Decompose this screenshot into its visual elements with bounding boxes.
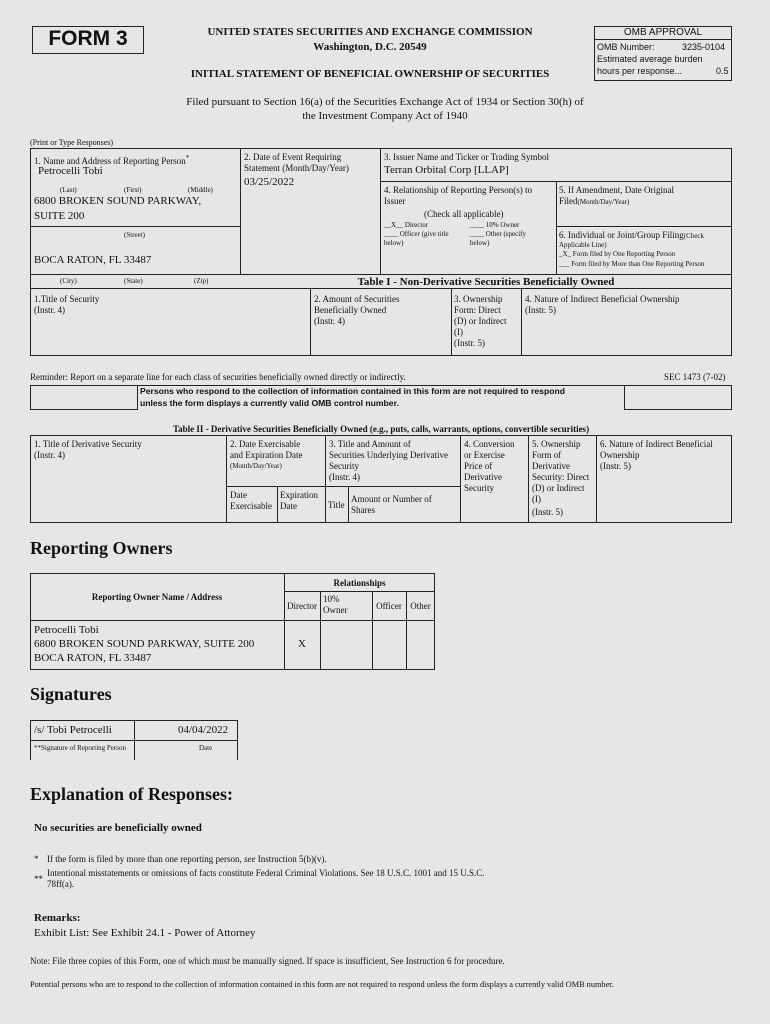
t1-col4-line1: 4. Nature of Indirect Beneficial Ownership <box>525 294 680 304</box>
omb-title: OMB APPROVAL <box>623 27 703 38</box>
other-header: Other <box>410 601 431 611</box>
t2-c2-line2: and Expiration Date <box>230 450 303 460</box>
signature-date: 04/04/2022 <box>178 724 229 736</box>
remarks-text: Exhibit List: See Exhibit 24.1 - Power of Attorney <box>34 927 256 939</box>
t2-c6-line3: (Instr. 5) <box>600 461 631 471</box>
owner-row-line2: 6800 BROKEN SOUND PARKWAY, SUITE 200 <box>34 638 255 650</box>
other-below: below) <box>470 239 490 247</box>
more-persons-option: ___ Form filed by More than One Reporting Person <box>559 260 705 268</box>
t2-c5-line6: (I) <box>532 494 541 504</box>
print-note: (Print or Type Responses) <box>30 138 114 147</box>
t1-col4-line2: (Instr. 5) <box>525 305 556 315</box>
owner-row-director-mark: X <box>298 638 306 650</box>
t2-c3-line3: Security <box>329 461 359 471</box>
t2-c6-line1: 6. Nature of Indirect Beneficial <box>600 439 713 449</box>
t2-c5-line5: (D) or Indirect <box>532 483 585 493</box>
t2-c2-line3: (Month/Day/Year) <box>230 462 282 470</box>
box5-label-line2: Filed(Month/Day/Year) <box>559 196 630 206</box>
star-note2-line2: 78ff(a). <box>47 879 75 889</box>
omb-burden-value: 0.5 <box>716 66 729 76</box>
reporting-person-name: Petrocelli Tobi <box>38 165 103 177</box>
t1-col1-line1: 1.Title of Security <box>34 294 100 304</box>
star-note2-line1: Intentional misstatements or omissions of facts constitute Federal Criminal Violations. See 18 U.S.C. 1001 and 15 U.S.C. <box>47 868 485 878</box>
officer-checkbox: ____ Officer (give title <box>384 230 449 238</box>
filed-pursuant-line1: Filed pursuant to Section 16(a) of the Securities Exchange Act of 1934 or Section 30(h) of <box>186 96 584 108</box>
box4-label-line2: Issuer <box>384 196 406 206</box>
agency-line1: UNITED STATES SECURITIES AND EXCHANGE COMMISSION <box>207 26 533 38</box>
box4-label-line1: 4. Relationship of Reporting Person(s) to <box>384 185 532 195</box>
t2-c5-line7: (Instr. 5) <box>532 507 563 517</box>
t1-col2-line3: (Instr. 4) <box>314 316 345 326</box>
t1-col3-line3: (D) or Indirect <box>454 316 507 326</box>
t2-c2-sub2-line2: Date <box>280 501 297 511</box>
filed-pursuant-line2: the Investment Company Act of 1940 <box>302 110 468 122</box>
t2-c5-line1: 5. Ownership <box>532 439 581 449</box>
officer-header: Officer <box>376 601 402 611</box>
t2-c3-line4: (Instr. 4) <box>329 472 360 482</box>
t2-c3-line2: Securities Underlying Derivative <box>329 450 448 460</box>
t2-c3-sub1: Title <box>328 500 345 510</box>
event-date: 03/25/2022 <box>244 176 295 188</box>
t2-c3-sub2-line2: Shares <box>351 505 375 515</box>
explanation-heading: Explanation of Responses: <box>30 784 234 804</box>
reminder-right-box <box>624 385 732 410</box>
street-label: (Street) <box>124 231 145 239</box>
remarks-label: Remarks: <box>34 912 81 924</box>
t2-c5-line2: Form of <box>532 450 562 460</box>
t1-col3-line5: (Instr. 5) <box>454 338 485 348</box>
reminder-left-box <box>30 385 138 410</box>
box3-label: 3. Issuer Name and Ticker or Trading Symbol <box>384 152 549 162</box>
owner-name-header: Reporting Owner Name / Address <box>91 592 223 602</box>
owner-row-line3: BOCA RATON, FL 33487 <box>34 652 152 664</box>
star-note1-mark: * <box>34 854 39 864</box>
persons-respond-line1: Persons who respond to the collection of information contained in this form are not required to respond <box>140 386 565 396</box>
omb-burden-line1: Estimated average burden <box>597 54 703 64</box>
t2-c3-sub2-line1: Amount or Number of <box>351 494 432 504</box>
note-file-copies: Note: File three copies of this Form, one of which must be manually signed. If space is insufficient, See Instruction 6 for procedure. <box>30 956 505 966</box>
t1-col3-line2: Form: Direct <box>454 305 501 315</box>
persons-respond-line2: unless the form displays a currently valid OMB control number. <box>140 398 399 408</box>
t2-c2-sub1-line2: Exercisable <box>230 501 272 511</box>
sec-number: SEC 1473 (7-02) <box>664 372 726 382</box>
date-label: Date <box>199 744 213 752</box>
city-state-zip: BOCA RATON, FL 33487 <box>34 254 152 266</box>
box2-label-line1: 2. Date of Event Requiring <box>244 152 342 162</box>
t1-col2-line2: Beneficially Owned <box>314 305 387 315</box>
t1-col3-line1: 3. Ownership <box>454 294 503 304</box>
one-person-option: _X_ Form filed by One Reporting Person <box>559 250 676 258</box>
owner-header-line2: Owner <box>323 605 348 615</box>
t2-c4-line4: Derivative <box>464 472 502 482</box>
check-all-applicable: (Check all applicable) <box>424 209 504 219</box>
no-securities: No securities are beneficially owned <box>34 822 202 834</box>
t2-c1-line2: (Instr. 4) <box>34 450 65 460</box>
other-checkbox: ____ Other (specify <box>470 230 526 238</box>
t2-c4-line3: Price of <box>464 461 493 471</box>
table2-title: Table II - Derivative Securities Beneficially Owned (e.g., puts, calls, warrants, options, convertible securities) <box>172 424 590 434</box>
state-label: (State) <box>124 277 143 285</box>
director-header: Director <box>287 601 317 611</box>
signatures-heading: Signatures <box>30 684 112 704</box>
t2-c5-line3: Derivative <box>532 461 570 471</box>
last-label: (Last) <box>60 186 77 194</box>
city-label: (City) <box>60 277 77 285</box>
street-line2: SUITE 200 <box>34 210 85 222</box>
relationships-header: Relationships <box>333 578 386 588</box>
director-checkbox: __X__ Director <box>384 221 429 229</box>
table1-title: Table I - Non-Derivative Securities Beneficially Owned <box>357 276 615 288</box>
t2-c2-sub1-line1: Date <box>230 490 247 500</box>
issuer-name: Terran Orbital Corp [LLAP] <box>384 164 509 176</box>
omb-number-value: 3235-0104 <box>682 42 726 52</box>
t2-c4-line2: or Exercise <box>464 450 505 460</box>
first-label: (First) <box>124 186 142 194</box>
box1-label: 1. Name and Address of Reporting Person* <box>34 154 190 166</box>
owner-row-line1: Petrocelli Tobi <box>34 624 99 636</box>
signer-label: **Signature of Reporting Person <box>34 744 126 752</box>
form-title: INITIAL STATEMENT OF BENEFICIAL OWNERSHIP OF SECURITIES <box>190 68 550 80</box>
signer-name: /s/ Tobi Petrocelli <box>34 724 112 736</box>
zip-label: (Zip) <box>194 277 209 285</box>
ten-percent-owner-checkbox: ____ 10% Owner <box>470 221 520 229</box>
form-label: FORM 3 <box>48 27 128 50</box>
t2-c1-line1: 1. Title of Derivative Security <box>34 439 142 449</box>
t1-col1-line2: (Instr. 4) <box>34 305 65 315</box>
star-note2-mark: ** <box>34 874 43 884</box>
potential-persons-note: Potential persons who are to respond to the collection of information contained in this form are not required to respond unless the form displays a currently valid OMB number. <box>30 980 614 989</box>
box2-label-line2: Statement (Month/Day/Year) <box>244 163 349 173</box>
box6-applicable: Applicable Line) <box>559 241 607 249</box>
t2-c2-sub2-line1: Expiration <box>280 490 318 500</box>
t2-c2-line1: 2. Date Exercisable <box>230 439 301 449</box>
reporting-owners-heading: Reporting Owners <box>30 538 173 558</box>
t2-c4-line5: Security <box>464 483 494 493</box>
t2-c3-line1: 3. Title and Amount of <box>329 439 411 449</box>
t2-c5-line4: Security: Direct <box>532 472 590 482</box>
officer-below: below) <box>384 239 404 247</box>
t2-c6-line2: Ownership <box>600 450 640 460</box>
t1-col3-line4: (I) <box>454 327 463 337</box>
reminder-text: Reminder: Report on a separate line for each class of securities beneficially owned directly or indirectly. <box>30 372 406 382</box>
agency-line2: Washington, D.C. 20549 <box>313 41 427 53</box>
box5-label-line1: 5. If Amendment, Date Original <box>559 185 674 195</box>
t2-c4-line1: 4. Conversion <box>464 439 515 449</box>
star-note1: If the form is filed by more than one reporting person, see Instruction 5(b)(v). <box>47 854 327 864</box>
middle-label: (Middle) <box>188 186 213 194</box>
omb-number-label: OMB Number: <box>597 42 655 52</box>
box6-label: 6. Individual or Joint/Group Filing(Check <box>559 230 704 240</box>
street-line1: 6800 BROKEN SOUND PARKWAY, <box>34 195 202 207</box>
omb-burden-line2: hours per response... <box>597 66 683 76</box>
owner-header-line1: 10% <box>323 594 340 604</box>
t1-col2-line1: 2. Amount of Securities <box>314 294 400 304</box>
